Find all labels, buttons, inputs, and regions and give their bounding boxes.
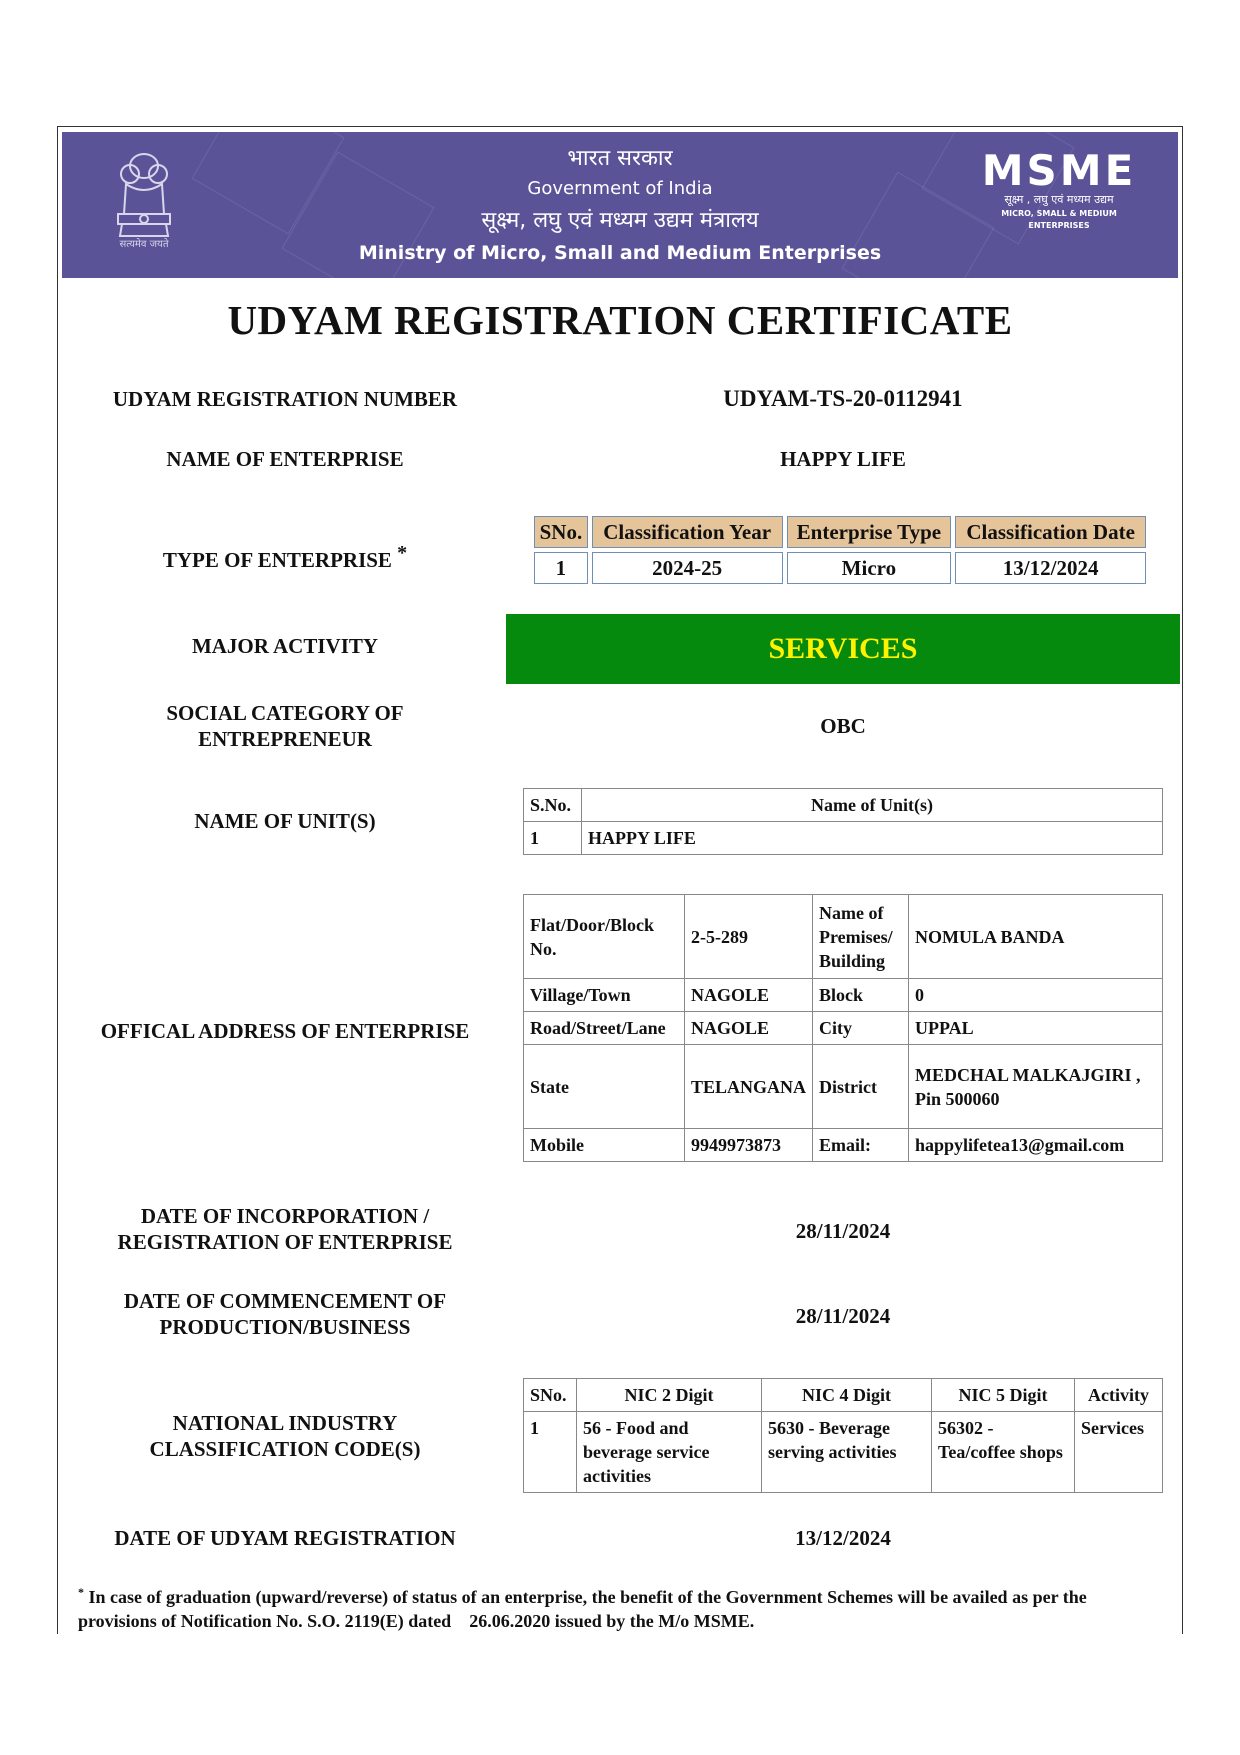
nic-row xyxy=(524,1412,1163,1493)
udyam-date-label: DATE OF UDYAM REGISTRATION xyxy=(114,1526,456,1550)
nic-header-cell: NIC 5 Digit xyxy=(932,1379,1075,1412)
nic-cell: 1 xyxy=(524,1412,577,1493)
nic-cell: 56 - Food and beverage service activities xyxy=(577,1412,762,1493)
msme-hindi-text: सूक्ष्म , लघु एवं मध्यम उद्यम xyxy=(1004,193,1114,206)
social-category-label-line1: SOCIAL CATEGORY OF xyxy=(166,701,404,725)
commencement-label-line1: DATE OF COMMENCEMENT OF xyxy=(123,1289,447,1313)
nic-cell: Services xyxy=(1075,1412,1163,1493)
registration-number-label: UDYAM REGISTRATION NUMBER xyxy=(112,387,458,411)
units-header-cell: S.No. xyxy=(524,789,582,822)
enterprise-type-asterisk: * xyxy=(397,542,408,564)
commencement-label xyxy=(90,1288,480,1340)
classification-header-cell: Enterprise Type xyxy=(787,516,952,548)
footnote-text: In case of graduation (upward/reverse) of status of an enterprise, the benefit of the Government Schemes will be availed as per the provisions of Notification No. S.O. 2119(E) dated 26.06.2020 issued by the M/o MSME. xyxy=(78,1587,1092,1631)
address-cell: Email: xyxy=(813,1129,909,1162)
english-ministry-text: Ministry of Micro, Small and Medium Enterprises xyxy=(358,242,882,264)
address-row xyxy=(524,979,1163,1012)
address-cell: City xyxy=(813,1012,909,1045)
classification-cell: 13/12/2024 xyxy=(955,552,1146,584)
commencement-label-line2: PRODUCTION/BUSINESS xyxy=(159,1315,411,1339)
footnote-mark: * xyxy=(78,1585,84,1599)
units-table xyxy=(523,788,1163,855)
address-cell: TELANGANA xyxy=(685,1045,813,1129)
nic-label xyxy=(90,1410,480,1462)
address-cell: 0 xyxy=(909,979,1163,1012)
address-label: OFFICAL ADDRESS OF ENTERPRISE xyxy=(100,1019,470,1043)
address-cell: MEDCHAL MALKAJGIRI , Pin 500060 xyxy=(909,1045,1163,1129)
nic-label-line1: NATIONAL INDUSTRY xyxy=(172,1411,398,1435)
registration-number-value: UDYAM-TS-20-0112941 xyxy=(723,386,963,411)
address-table xyxy=(523,894,1163,1162)
address-cell: District xyxy=(813,1045,909,1129)
enterprise-name-value: HAPPY LIFE xyxy=(780,447,906,471)
address-cell: NAGOLE xyxy=(685,979,813,1012)
classification-row xyxy=(534,552,1146,584)
address-cell: NOMULA BANDA xyxy=(909,895,1163,979)
footnote xyxy=(78,1580,1168,1633)
units-header-row xyxy=(524,789,1163,822)
address-cell: Village/Town xyxy=(524,979,685,1012)
certificate-title: UDYAM REGISTRATION CERTIFICATE xyxy=(227,297,1013,343)
udyam-date-value: 13/12/2024 xyxy=(795,1526,891,1550)
incorporation-label-line1: DATE OF INCORPORATION / xyxy=(140,1204,430,1228)
hindi-ministry-text: सूक्ष्म, लघु एवं मध्यम उद्यम मंत्रालय xyxy=(481,208,759,233)
incorporation-label xyxy=(90,1203,480,1255)
msme-english-text: MICRO, SMALL & MEDIUM ENTERPRISES xyxy=(1001,209,1117,230)
address-cell: 2-5-289 xyxy=(685,895,813,979)
address-cell: Road/Street/Lane xyxy=(524,1012,685,1045)
nic-header-cell: NIC 2 Digit xyxy=(577,1379,762,1412)
social-category-value: OBC xyxy=(820,714,866,738)
major-activity-value: SERVICES xyxy=(506,614,1180,684)
major-activity-label: MAJOR ACTIVITY xyxy=(191,634,379,658)
msme-logo-text: MSME xyxy=(981,146,1137,195)
nic-cell: 56302 - Tea/coffee shops xyxy=(932,1412,1075,1493)
classification-header-row xyxy=(534,516,1146,548)
hindi-govt-text: भारत सरकार xyxy=(567,146,673,171)
units-cell: 1 xyxy=(524,822,582,855)
units-row xyxy=(524,822,1163,855)
address-cell: UPPAL xyxy=(909,1012,1163,1045)
enterprise-type-label xyxy=(90,540,480,573)
nic-header-cell: NIC 4 Digit xyxy=(762,1379,932,1412)
address-cell: Flat/Door/Block No. xyxy=(524,895,685,979)
classification-cell: 1 xyxy=(534,552,588,584)
address-row xyxy=(524,1012,1163,1045)
nic-cell: 5630 - Beverage serving activities xyxy=(762,1412,932,1493)
units-cell: HAPPY LIFE xyxy=(582,822,1163,855)
incorporation-date-value: 28/11/2024 xyxy=(795,1219,891,1243)
address-cell: Block xyxy=(813,979,909,1012)
incorporation-label-line2: REGISTRATION OF ENTERPRISE xyxy=(117,1230,453,1254)
social-category-label xyxy=(90,700,480,752)
nic-header-cell: Activity xyxy=(1075,1379,1163,1412)
nic-header-cell: SNo. xyxy=(524,1379,577,1412)
english-govt-text: Government of India xyxy=(527,178,713,199)
address-cell: 9949973873 xyxy=(685,1129,813,1162)
social-category-label-line2: ENTREPRENEUR xyxy=(198,727,372,751)
classification-header-cell: Classification Year xyxy=(592,516,783,548)
address-email-cell: happylifetea13@gmail.com xyxy=(909,1129,1163,1162)
address-cell: NAGOLE xyxy=(685,1012,813,1045)
enterprise-type-label-text: TYPE OF ENTERPRISE xyxy=(162,548,392,572)
units-label: NAME OF UNIT(S) xyxy=(194,809,376,833)
nic-header-row xyxy=(524,1379,1163,1412)
msme-logo xyxy=(974,146,1144,232)
units-header-cell: Name of Unit(s) xyxy=(582,789,1163,822)
address-row xyxy=(524,1129,1163,1162)
address-row xyxy=(524,1045,1163,1129)
address-cell: State xyxy=(524,1045,685,1129)
address-cell: Name of Premises/ Building xyxy=(813,895,909,979)
enterprise-name-label: NAME OF ENTERPRISE xyxy=(166,447,404,471)
commencement-date-value: 28/11/2024 xyxy=(795,1304,891,1328)
classification-table xyxy=(530,512,1150,588)
classification-header-cell: Classification Date xyxy=(955,516,1146,548)
header-banner xyxy=(62,132,1178,278)
address-cell: Mobile xyxy=(524,1129,685,1162)
classification-header-cell: SNo. xyxy=(534,516,588,548)
classification-cell: 2024-25 xyxy=(592,552,783,584)
emblem-caption: सत्यमेव जयते xyxy=(119,239,169,250)
nic-label-line2: CLASSIFICATION CODE(S) xyxy=(149,1437,421,1461)
nic-table xyxy=(523,1378,1163,1493)
classification-cell: Micro xyxy=(787,552,952,584)
address-row xyxy=(524,895,1163,979)
